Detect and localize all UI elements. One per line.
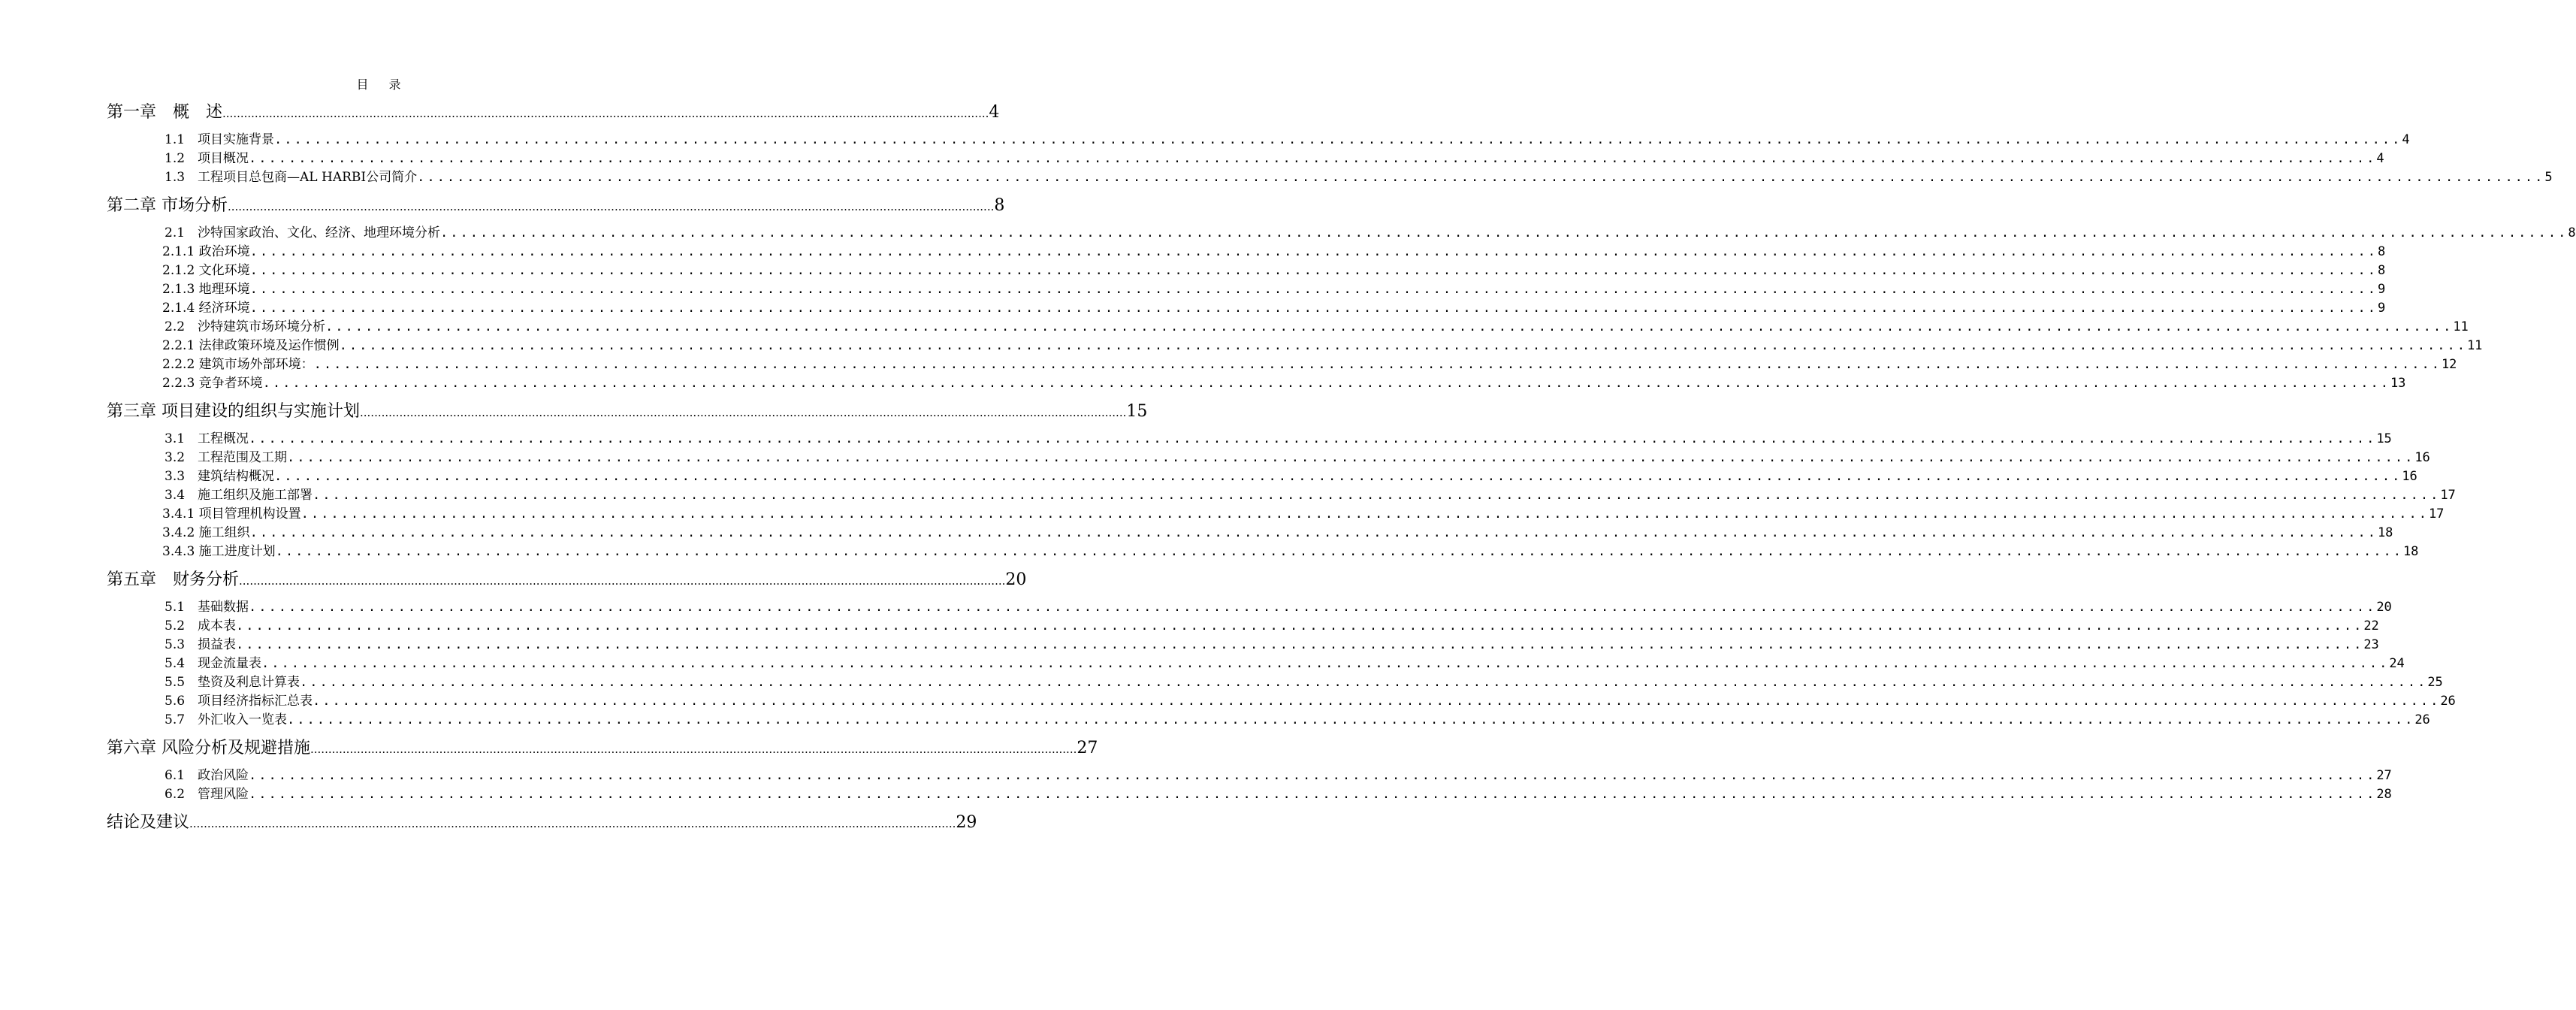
toc-section-5-6[interactable] [165,692,2456,710]
leader-dots: ...................................................................................................................................................................................................................... [339,338,2467,353]
leader-dots: ...................................................................................................................................................................................................................... [261,656,2390,671]
toc-section-2-1-1[interactable] [162,243,2386,261]
toc-page-number: 17 [2440,488,2456,503]
leader-dots: ...................................................................................................................................................................................................................... [274,132,2402,147]
toc-section-5-3[interactable] [165,636,2379,654]
toc-label: 5.3 损益表 [165,637,237,652]
leader-dots: ...................................................................................................................................................................................................................... [313,357,2442,372]
leader-dots: ...................................................................................................................................................................................................................... [249,431,2377,446]
toc-section-3-4-2[interactable] [162,524,2393,542]
toc-label: 1.2 项目概况 [165,151,249,166]
toc-label: 2.2.1 法律政策环境及运作惯例 [162,338,340,353]
toc-page-number: 8 [2377,263,2386,278]
leader-dots: ...................................................................................................................................................................................................................... [249,525,2378,540]
toc-label: 3.4 施工组织及施工部署 [165,488,313,503]
toc-section-3-3[interactable] [165,467,2417,485]
toc-section-5-2[interactable] [165,617,2379,635]
toc-chapter-6[interactable] [107,737,1098,760]
leader-dots: ...................................................................................................................................................................................................................... [274,469,2402,484]
toc-section-6-1[interactable] [165,767,2392,785]
toc-page-number: 5 [2544,170,2553,185]
toc-section-5-5[interactable] [165,673,2443,691]
toc-label: 3.4.2 施工组织 [162,525,250,540]
toc-label: 3.3 建筑结构概况 [165,469,275,484]
toc-label: 2.1.3 地理环境 [162,282,250,297]
leader-dots: ...................................................................................................................................................................................................................... [300,507,2429,522]
toc-section-2-1-2[interactable] [162,262,2386,280]
toc-label: 5.5 垫资及利息计算表 [165,675,300,690]
toc-label: 3.4.1 项目管理机构设置 [162,507,301,522]
toc-page-number: 27 [2376,768,2392,783]
toc-page-number: 12 [2441,357,2457,372]
leader-dots: ...................................................................................................................................................................................................................... [239,574,1006,588]
leader-dots: ...................................................................................................................................................................................................................... [287,712,2415,727]
leader-dots: ...................................................................................................................................................................................................................... [262,376,2390,391]
toc-page-number: 16 [2414,450,2430,465]
toc-section-3-4[interactable] [165,486,2456,504]
toc-page-number: 20 [1005,570,1027,589]
toc-page-number: 17 [2428,507,2445,522]
leader-dots: ...................................................................................................................................................................................................................... [300,675,2428,690]
toc-section-2-2-3[interactable] [162,374,2406,392]
toc-label: 第六章 风险分析及规避措施 [107,739,310,758]
toc-page-number: 18 [2377,525,2393,540]
toc-label: 2.1.4 经济环境 [162,301,250,316]
toc-label: 6.1 政治风险 [165,768,249,783]
toc-page-number: 8 [2377,244,2386,259]
toc-page-number: 22 [2363,618,2379,634]
toc-page-number: 26 [2440,694,2456,709]
toc-section-2-1[interactable] [165,224,2576,242]
toc-section-2-2-1[interactable] [162,337,2483,355]
leader-dots: ...................................................................................................................................................................................................................... [189,817,956,830]
toc-page-number: 16 [2402,469,2417,484]
leader-dots: ...................................................................................................................................................................................................................... [249,301,2378,316]
leader-dots: ...................................................................................................................................................................................................................... [325,319,2454,334]
leader-dots: ...................................................................................................................................................................................................................... [440,225,2568,240]
toc-title: 目 录 [356,77,403,92]
toc-section-3-4-3[interactable] [162,543,2419,561]
leader-dots: ...................................................................................................................................................................................................................... [249,244,2378,259]
toc-page-number: 18 [2402,544,2419,559]
toc-label: 结论及建议 [107,813,190,832]
toc-page-number: 13 [2390,376,2406,391]
toc-page-number: 15 [1126,402,1148,421]
toc-label: 3.4.3 施工进度计划 [162,544,276,559]
toc-chapter-5[interactable] [107,569,1027,591]
toc-page-number: 23 [2363,637,2379,652]
leader-dots: ...................................................................................................................................................................................................................... [236,637,2364,652]
toc-page-number: 15 [2376,431,2392,446]
leader-dots: ...................................................................................................................................................................................................................... [417,170,2545,185]
toc-label: 3.1 工程概况 [165,431,249,446]
leader-dots: ...................................................................................................................................................................................................................... [275,544,2403,559]
toc-page-number: 4 [2402,132,2410,147]
toc-label: 2.2.2 建筑市场外部环境： [162,357,314,372]
leader-dots: ...................................................................................................................................................................................................................... [249,282,2378,297]
toc-chapter-2[interactable] [107,195,1005,217]
leader-dots: ...................................................................................................................................................................................................................... [222,107,989,120]
toc-section-3-1[interactable] [165,430,2392,448]
toc-label: 5.6 项目经济指标汇总表 [165,694,313,709]
toc-label: 2.2.3 竞争者环境 [162,376,263,391]
toc-label: 第一章 概 述 [107,103,223,122]
leader-dots: ...................................................................................................................................................................................................................... [228,200,995,213]
toc-page-number: 9 [2377,301,2386,316]
toc-label: 2.2 沙特建筑市场环境分析 [165,319,326,334]
toc-label: 2.1.2 文化环境 [162,263,250,278]
toc-page-number: 8 [2568,225,2576,240]
leader-dots: ...................................................................................................................................................................................................................... [249,600,2377,615]
toc-section-5-4[interactable] [165,655,2405,673]
toc-label: 5.2 成本表 [165,618,237,634]
leader-dots: ...................................................................................................................................................................................................................... [287,450,2415,465]
toc-section-1-3[interactable] [165,168,2553,186]
toc-label: 5.7 外汇收入一览表 [165,712,288,727]
toc-page-number: 11 [2453,319,2469,334]
toc-page-number: 20 [2376,600,2392,615]
toc-label: 1.1 项目实施背景 [165,132,275,147]
toc-section-6-2[interactable] [165,785,2392,803]
toc-section-2-2[interactable] [165,318,2469,336]
toc-chapter-1[interactable] [107,101,1000,124]
leader-dots: ...................................................................................................................................................................................................................... [249,263,2378,278]
toc-section-5-1[interactable] [165,598,2392,616]
toc-label: 1.3 工程项目总包商—AL HARBI公司简介 [165,170,418,185]
toc-label: 第三章 项目建设的组织与实施计划 [107,402,360,421]
toc-section-1-2[interactable] [165,150,2384,168]
toc-label: 3.2 工程范围及工期 [165,450,288,465]
toc-label: 6.2 管理风险 [165,787,249,802]
toc-section-5-7[interactable] [165,711,2430,729]
toc-label: 2.1.1 政治环境 [162,244,250,259]
toc-section-2-1-4[interactable] [162,299,2386,317]
toc-page-number: 26 [2414,712,2430,727]
toc-section-3-4-1[interactable] [162,505,2445,523]
toc-label: 第五章 财务分析 [107,570,240,589]
toc-page-number: 11 [2466,338,2483,353]
toc-page-number: 4 [2376,151,2384,166]
toc-label: 第二章 市场分析 [107,196,228,215]
leader-dots: ...................................................................................................................................................................................................................... [249,787,2377,802]
toc-page-number: 25 [2427,675,2443,690]
leader-dots: ...................................................................................................................................................................................................................... [310,742,1077,756]
toc-chapter-3[interactable] [107,401,1148,423]
toc-label: 2.1 沙特国家政治、文化、经济、地理环境分析 [165,225,441,240]
toc-page-number: 9 [2377,282,2386,297]
toc-page-number: 27 [1077,739,1098,758]
toc-page-number: 28 [2376,787,2392,802]
toc-section-3-2[interactable] [165,449,2430,467]
toc-section-1-1[interactable] [165,131,2410,149]
leader-dots: ...................................................................................................................................................................................................................... [249,768,2377,783]
leader-dots: ...................................................................................................................................................................................................................... [313,694,2441,709]
toc-label: 5.1 基础数据 [165,600,249,615]
toc-label: 5.4 现金流量表 [165,656,262,671]
toc-section-2-1-3[interactable] [162,280,2386,298]
toc-conclusion[interactable] [107,812,977,834]
leader-dots: ...................................................................................................................................................................................................................... [360,406,1127,419]
leader-dots: ...................................................................................................................................................................................................................... [249,151,2377,166]
toc-page-number: 29 [956,813,977,832]
leader-dots: ...................................................................................................................................................................................................................... [236,618,2364,634]
toc-page-number: 24 [2389,656,2405,671]
toc-page-number: 8 [994,196,1005,215]
toc-section-2-2-2[interactable] [162,355,2457,373]
leader-dots: ...................................................................................................................................................................................................................... [313,488,2441,503]
toc-page-number: 4 [989,103,1000,122]
